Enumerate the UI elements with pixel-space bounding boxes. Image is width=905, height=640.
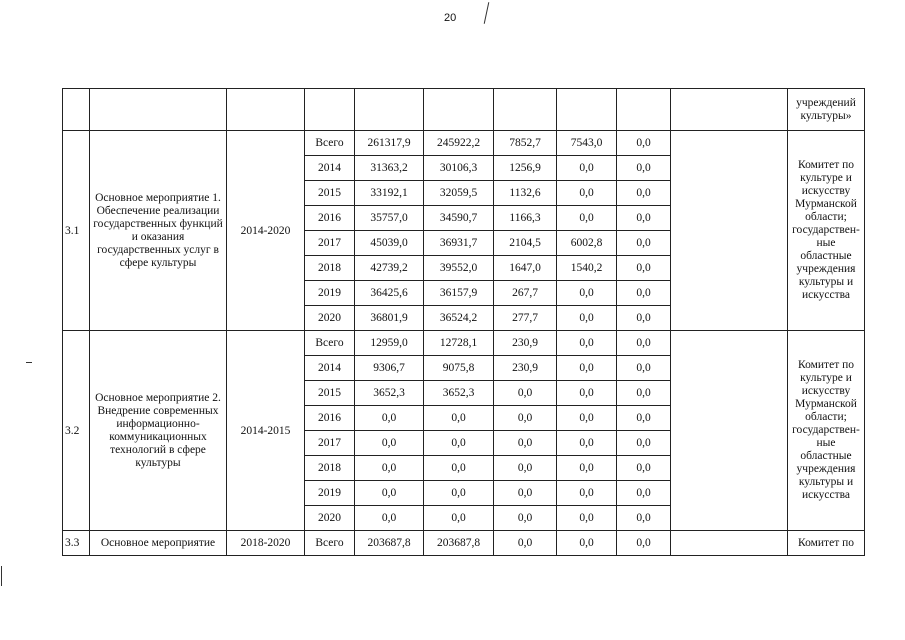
section-index: 3.3: [63, 531, 90, 556]
section-name: Основное мероприятие 2. Внедрение современных информационно-коммуникационных технологий в сфере культуры: [90, 331, 227, 531]
value-federal: 1647,0: [494, 256, 557, 281]
value-regional: 0,0: [424, 431, 494, 456]
value-regional: 30106,3: [424, 156, 494, 181]
value-total: 0,0: [355, 406, 424, 431]
value-other: 0,0: [557, 431, 617, 456]
value-total: 33192,1: [355, 181, 424, 206]
year-cell: Всего: [305, 531, 355, 556]
table-row-continued: [63, 89, 865, 131]
year-cell: 2015: [305, 381, 355, 406]
value-regional: 32059,5: [424, 181, 494, 206]
value-regional: 203687,8: [424, 531, 494, 556]
table-row: [63, 331, 865, 356]
value-total: 36425,6: [355, 281, 424, 306]
value-other: 0,0: [557, 456, 617, 481]
year-cell: 2015: [305, 181, 355, 206]
year-cell: 2020: [305, 306, 355, 331]
cell-empty: [671, 331, 788, 531]
value-total: 0,0: [355, 481, 424, 506]
cell-empty: [355, 89, 424, 131]
value-extra: 0,0: [617, 156, 671, 181]
section-name: Основное мероприятие: [90, 531, 227, 556]
value-federal: 0,0: [494, 431, 557, 456]
pen-mark: [484, 2, 490, 24]
value-extra: 0,0: [617, 381, 671, 406]
value-extra: 0,0: [617, 481, 671, 506]
responsible-cell: учреждений культуры»: [788, 89, 865, 131]
program-table: [62, 88, 865, 556]
cell-empty: [305, 89, 355, 131]
cell-empty: [63, 89, 90, 131]
value-federal: 277,7: [494, 306, 557, 331]
responsible-cell: Комитет по культуре и искусству Мурманской области; государствен-ные областные учреждения культуры и искусства: [788, 331, 865, 531]
value-federal: 0,0: [494, 456, 557, 481]
value-other: 6002,8: [557, 231, 617, 256]
value-federal: 267,7: [494, 281, 557, 306]
value-total: 3652,3: [355, 381, 424, 406]
value-extra: 0,0: [617, 356, 671, 381]
value-extra: 0,0: [617, 456, 671, 481]
value-regional: 12728,1: [424, 331, 494, 356]
value-other: 0,0: [557, 481, 617, 506]
year-cell: 2019: [305, 481, 355, 506]
value-federal: 0,0: [494, 506, 557, 531]
value-extra: 0,0: [617, 406, 671, 431]
year-cell: Всего: [305, 331, 355, 356]
cell-empty: [424, 89, 494, 131]
value-regional: 245922,2: [424, 131, 494, 156]
value-regional: 39552,0: [424, 256, 494, 281]
section-period: 2018-2020: [227, 531, 305, 556]
year-cell: 2017: [305, 231, 355, 256]
year-cell: 2016: [305, 206, 355, 231]
value-federal: 2104,5: [494, 231, 557, 256]
value-regional: 0,0: [424, 406, 494, 431]
cell-empty: [671, 531, 788, 556]
value-other: 0,0: [557, 281, 617, 306]
year-cell: 2020: [305, 506, 355, 531]
year-cell: 2014: [305, 356, 355, 381]
value-total: 0,0: [355, 456, 424, 481]
section-name: Основное мероприятие 1. Обеспечение реализации государственных функций и оказания государственных услуг в сфере культуры: [90, 131, 227, 331]
value-federal: 0,0: [494, 481, 557, 506]
cell-empty: [227, 89, 305, 131]
value-regional: 36931,7: [424, 231, 494, 256]
section-period: 2014-2015: [227, 331, 305, 531]
value-federal: 1132,6: [494, 181, 557, 206]
year-cell: 2019: [305, 281, 355, 306]
cell-empty: [494, 89, 557, 131]
value-other: 0,0: [557, 506, 617, 531]
value-other: 0,0: [557, 156, 617, 181]
value-total: 12959,0: [355, 331, 424, 356]
year-cell: 2018: [305, 456, 355, 481]
value-extra: 0,0: [617, 206, 671, 231]
page-number: 20: [444, 12, 457, 24]
cell-empty: [671, 89, 788, 131]
year-cell: Всего: [305, 131, 355, 156]
value-other: 1540,2: [557, 256, 617, 281]
responsible-cell: Комитет по: [788, 531, 865, 556]
value-federal: 0,0: [494, 531, 557, 556]
value-extra: 0,0: [617, 331, 671, 356]
value-other: 0,0: [557, 356, 617, 381]
responsible-cell: Комитет по культуре и искусству Мурманской области; государствен-ные областные учреждения культуры и искусства: [788, 131, 865, 331]
section-period: 2014-2020: [227, 131, 305, 331]
value-extra: 0,0: [617, 306, 671, 331]
value-extra: 0,0: [617, 231, 671, 256]
value-federal: 0,0: [494, 381, 557, 406]
value-other: 0,0: [557, 531, 617, 556]
value-extra: 0,0: [617, 256, 671, 281]
value-regional: 34590,7: [424, 206, 494, 231]
value-regional: 36157,9: [424, 281, 494, 306]
value-other: 0,0: [557, 406, 617, 431]
value-extra: 0,0: [617, 131, 671, 156]
cell-empty: [671, 131, 788, 331]
value-federal: 7852,7: [494, 131, 557, 156]
value-total: 203687,8: [355, 531, 424, 556]
value-total: 36801,9: [355, 306, 424, 331]
table-row: [63, 531, 865, 556]
year-cell: 2018: [305, 256, 355, 281]
cell-empty: [90, 89, 227, 131]
year-cell: 2016: [305, 406, 355, 431]
value-total: 42739,2: [355, 256, 424, 281]
value-regional: 36524,2: [424, 306, 494, 331]
cell-empty: [557, 89, 617, 131]
value-extra: 0,0: [617, 531, 671, 556]
year-cell: 2017: [305, 431, 355, 456]
value-regional: 0,0: [424, 456, 494, 481]
value-total: 0,0: [355, 431, 424, 456]
margin-dash: [26, 362, 32, 363]
value-federal: 0,0: [494, 406, 557, 431]
value-total: 45039,0: [355, 231, 424, 256]
value-total: 31363,2: [355, 156, 424, 181]
year-cell: 2014: [305, 156, 355, 181]
table-row: [63, 131, 865, 156]
value-other: 0,0: [557, 331, 617, 356]
value-federal: 1256,9: [494, 156, 557, 181]
value-federal: 230,9: [494, 356, 557, 381]
value-total: 261317,9: [355, 131, 424, 156]
value-other: 0,0: [557, 306, 617, 331]
cell-empty: [617, 89, 671, 131]
value-extra: 0,0: [617, 506, 671, 531]
value-other: 7543,0: [557, 131, 617, 156]
value-total: 9306,7: [355, 356, 424, 381]
value-extra: 0,0: [617, 431, 671, 456]
value-regional: 0,0: [424, 506, 494, 531]
value-federal: 1166,3: [494, 206, 557, 231]
value-federal: 230,9: [494, 331, 557, 356]
value-regional: 3652,3: [424, 381, 494, 406]
value-total: 35757,0: [355, 206, 424, 231]
value-extra: 0,0: [617, 281, 671, 306]
value-other: 0,0: [557, 181, 617, 206]
section-index: 3.1: [63, 131, 90, 331]
value-other: 0,0: [557, 206, 617, 231]
section-index: 3.2: [63, 331, 90, 531]
margin-bar: [1, 566, 2, 586]
value-total: 0,0: [355, 506, 424, 531]
value-regional: 0,0: [424, 481, 494, 506]
value-regional: 9075,8: [424, 356, 494, 381]
value-extra: 0,0: [617, 181, 671, 206]
value-other: 0,0: [557, 381, 617, 406]
